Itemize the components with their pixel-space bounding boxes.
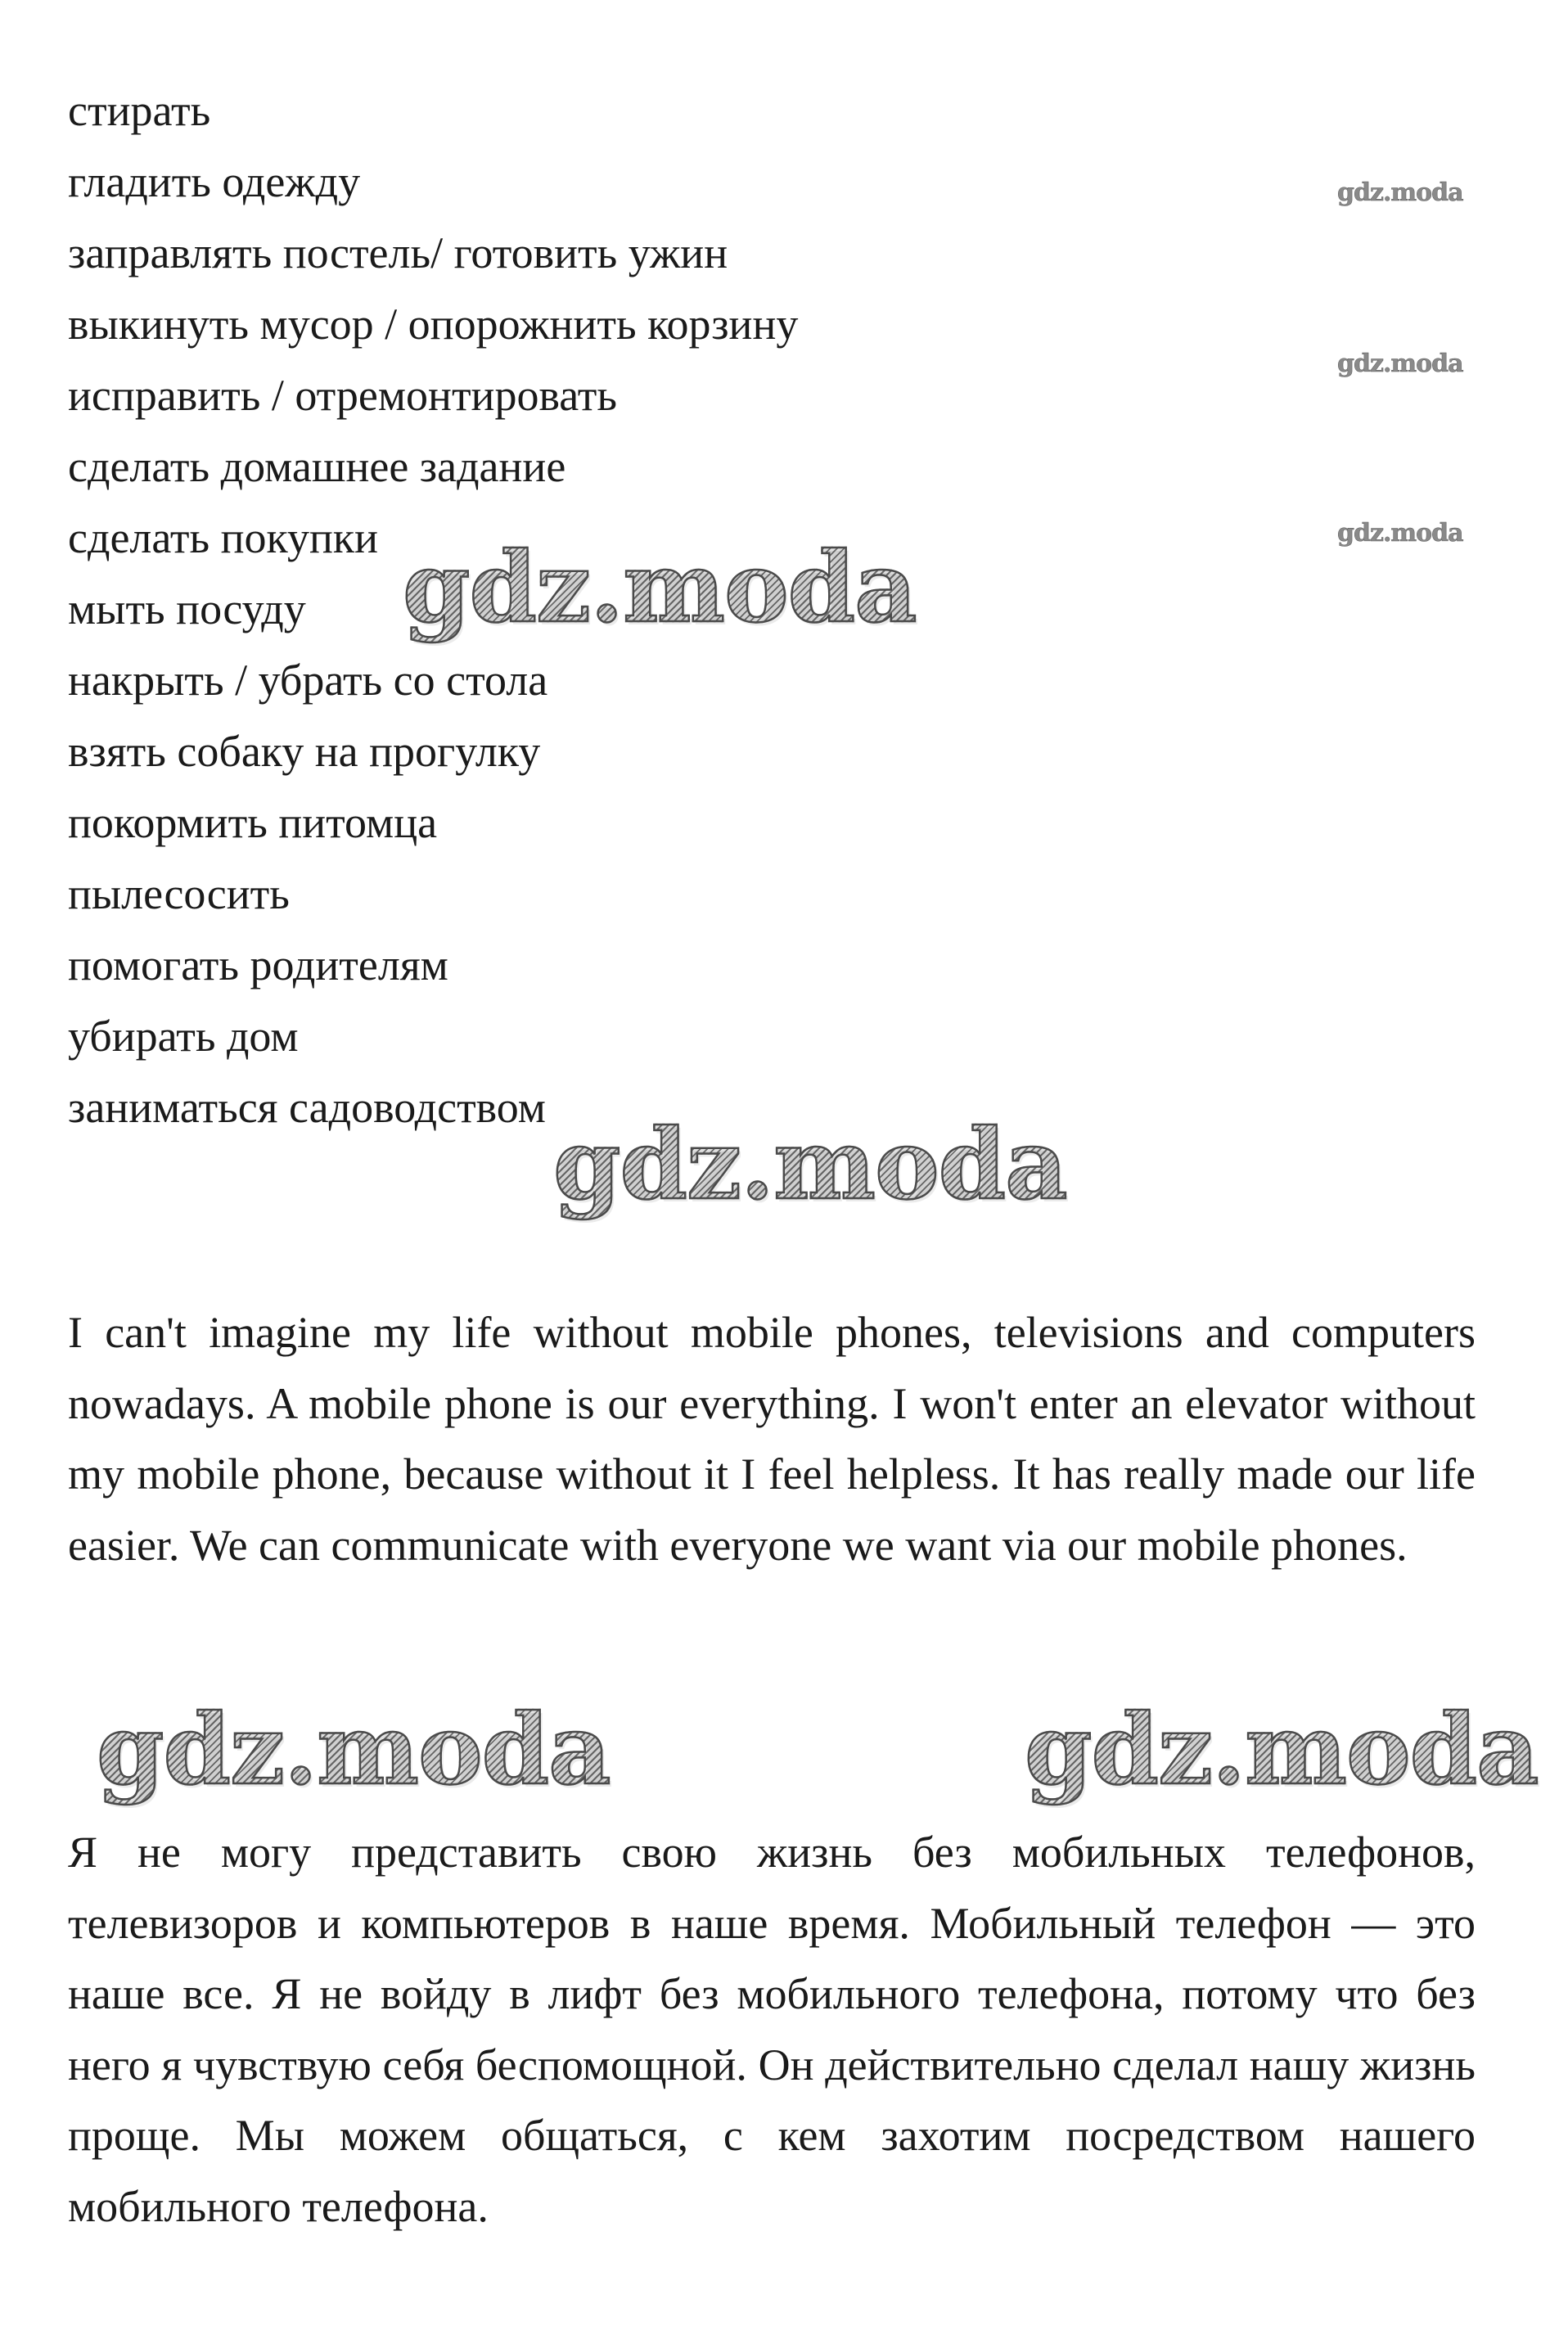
vocab-item: помогать родителям xyxy=(68,940,448,989)
vocab-item: убирать дом xyxy=(68,1012,299,1061)
vocab-item: заправлять постель/ готовить ужин xyxy=(68,228,728,277)
watermark-small: gdz.moda xyxy=(1337,349,1463,378)
vocab-item: сделать покупки xyxy=(68,513,379,562)
vocab-item: покормить питомца xyxy=(68,798,438,847)
watermark-small: gdz.moda xyxy=(1337,178,1463,207)
watermark-large: gdz.moda xyxy=(553,1107,1067,1221)
vocab-item: пылесосить xyxy=(68,869,290,918)
vocab-item: сделать домашнее задание xyxy=(68,442,566,491)
watermark-large: gdz.moda xyxy=(403,530,917,644)
watermark-large: gdz.moda xyxy=(97,1693,611,1806)
vocab-item: накрыть / убрать со стола xyxy=(68,656,548,705)
watermark-large: gdz.moda xyxy=(1025,1693,1539,1806)
vocab-item: мыть посуду xyxy=(68,584,306,633)
watermark-small: gdz.moda xyxy=(1337,519,1463,548)
russian-paragraph: Я не могу представить свою жизнь без мобильных телефонов, телевизоров и компьютеров в наше время. Мобильный телефон — это наше все. Я не войду в лифт без мобильного телефона, потому что без него я чувствую себя беспомощной. Он действительно сделал нашу жизнь проще. Мы можем общаться, с кем захотим посредством нашего мобильного телефона. xyxy=(68,1828,1476,2231)
vocab-item: выкинуть мусор / опорожнить корзину xyxy=(68,300,799,349)
vocab-item: стирать xyxy=(68,86,211,135)
vocab-item: исправить / отремонтировать xyxy=(68,371,618,420)
vocab-item: взять собаку на прогулку xyxy=(68,727,541,776)
vocab-item: заниматься садоводством xyxy=(68,1083,546,1132)
vocab-item: гладить одежду xyxy=(68,157,361,206)
english-paragraph: I can't imagine my life without mobile phones, televisions and computers nowadays. A mobile phone is our everything. I won't enter an elevator without my mobile phone, because without it I feel helpless. It has really made our life easier. We can communicate with everyone we want via our mobile phones. xyxy=(68,1308,1476,1570)
